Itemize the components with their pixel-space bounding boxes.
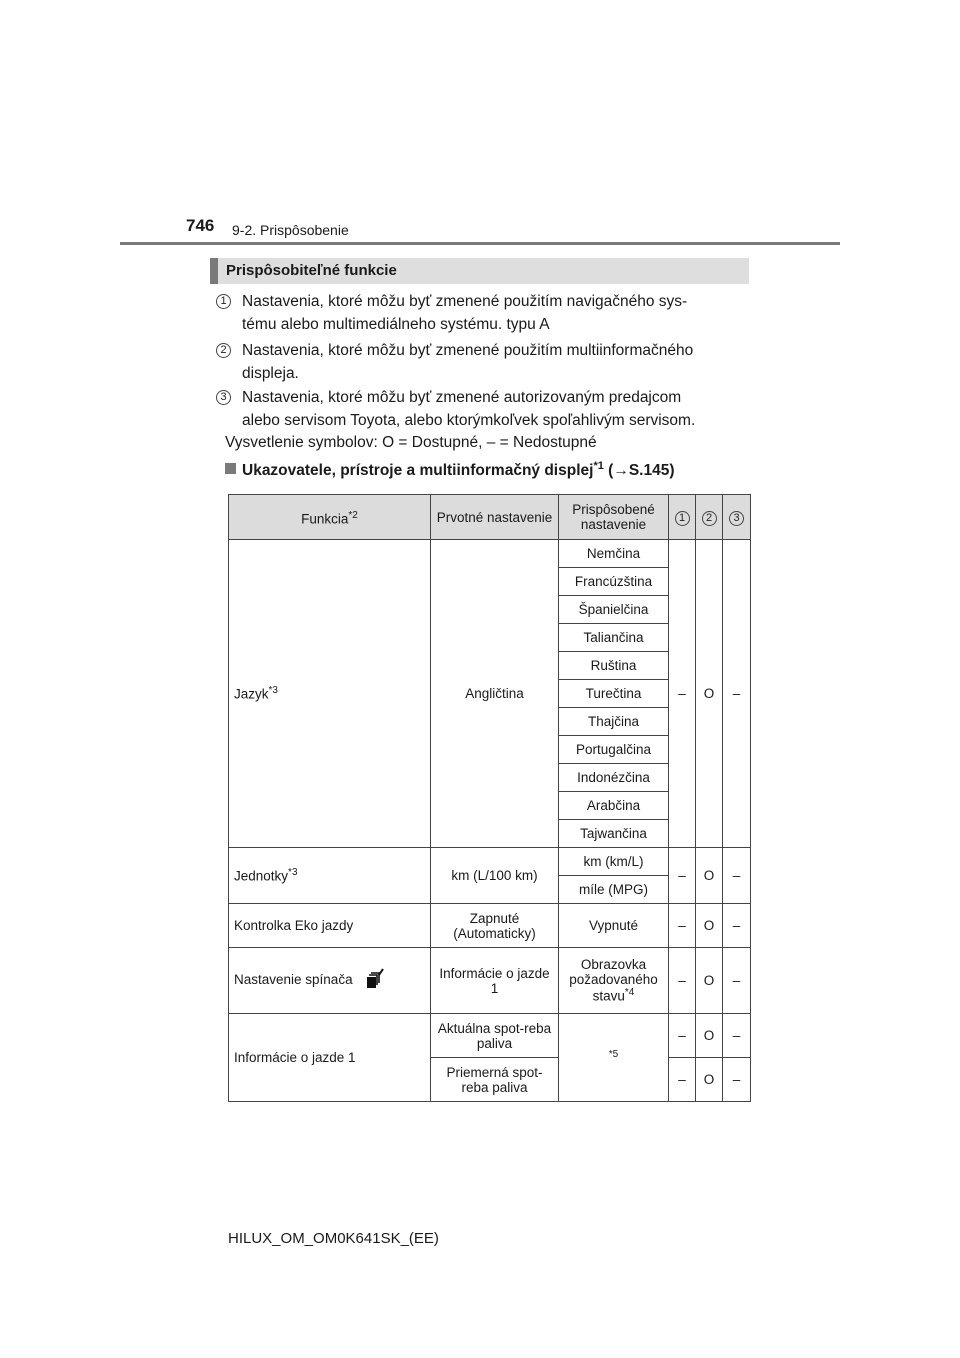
header-col-3: 3	[723, 495, 751, 540]
cell-default-trip: Aktuálna spot-reba paliva	[431, 1014, 559, 1058]
header-function: Funkcia$^{*2}$	[229, 495, 431, 540]
cell-option: Španielčina	[559, 596, 669, 624]
footnote-mark: *2	[348, 509, 358, 521]
circled-number-3: 3	[216, 390, 231, 405]
settings-table	[228, 494, 751, 1102]
page-number: 746	[186, 216, 215, 235]
cell-col-3: –	[723, 1058, 751, 1102]
cell-function-eco: Kontrolka Eko jazdy	[229, 904, 431, 948]
cell-col-1: –	[669, 904, 696, 948]
cell-option: Nemčina	[559, 540, 669, 568]
cell-col-2: O	[696, 904, 723, 948]
cell-col-2: O	[696, 848, 723, 904]
sub-heading: Prispôsobiteľné funkcie	[210, 258, 749, 284]
footnote-mark: *1	[593, 460, 604, 472]
item-line: Nastavenia, ktoré môžu byť zmenené použitím navigačného sys-	[242, 293, 688, 310]
cell-col-2: O	[696, 1058, 723, 1102]
cell-option: Taliančina	[559, 624, 669, 652]
item-line: Nastavenia, ktoré môžu byť zmenené použitím multiinformačného	[242, 342, 694, 359]
item-line: tému alebo multimediálneho systému. typu A	[242, 316, 550, 333]
footnote-mark: *4	[624, 987, 635, 999]
section-title: 9-2. Prispôsobenie	[232, 222, 349, 238]
page-reference-link[interactable]: (→S.145)	[608, 462, 675, 480]
cell-col-1: –	[669, 1058, 696, 1102]
cell-col-2: O	[696, 948, 723, 1014]
cell-option: Thajčina	[559, 708, 669, 736]
list-item	[216, 339, 746, 385]
cell-col-1: –	[669, 1014, 696, 1058]
cell-option: Indonézčina	[559, 764, 669, 792]
cell-option: Turečtina	[559, 680, 669, 708]
cell-default-eco: Zapnuté (Automaticky)	[431, 904, 559, 948]
list-item	[216, 386, 746, 432]
cell-col-3: –	[723, 540, 751, 848]
cell-option: km (km/L)	[559, 848, 669, 876]
cell-col-3: –	[723, 904, 751, 948]
cell-col-1: –	[669, 848, 696, 904]
footnote-mark: *5	[608, 1049, 619, 1061]
cell-option: míle (MPG)	[559, 876, 669, 904]
cell-col-1: –	[669, 540, 696, 848]
cell-function-switch: Nastavenie spínača	[229, 948, 431, 1014]
circled-number-1: 1	[216, 294, 231, 309]
item-line: displeja.	[242, 365, 299, 382]
table-row	[229, 1014, 751, 1058]
cell-col-3: –	[723, 848, 751, 904]
cell-option: Ruština	[559, 652, 669, 680]
cell-custom-switch: Obrazovka požadovaného stavu$^{*4}$	[559, 948, 669, 1014]
table-row	[229, 904, 751, 948]
header-col-2: 2	[696, 495, 723, 540]
table-row	[229, 948, 751, 1014]
cell-col-3: –	[723, 1014, 751, 1058]
table-row	[229, 540, 751, 568]
item-line: Nastavenia, ktoré môžu byť zmenené autorizovaným predajcom	[242, 389, 682, 406]
header-default: Prvotné nastavenie	[431, 495, 559, 540]
cell-default-trip: Priemerná spot-reba paliva	[431, 1058, 559, 1102]
cell-function-units: Jednotky$^{*3}$	[229, 848, 431, 904]
cell-col-1: –	[669, 948, 696, 1014]
gauges-heading	[225, 460, 675, 480]
cell-option: Francúzština	[559, 568, 669, 596]
cell-function-language: Jazyk$^{*3}$	[229, 540, 431, 848]
cell-default-switch: Informácie o jazde 1	[431, 948, 559, 1014]
header-custom: Prispôsobené nastavenie	[559, 495, 669, 540]
document-footer: HILUX_OM_OM0K641SK_(EE)	[228, 1230, 439, 1247]
cell-default-language: Angličtina	[431, 540, 559, 848]
cell-col-3: –	[723, 948, 751, 1014]
cell-custom-eco: Vypnuté	[559, 904, 669, 948]
symbol-legend: Vysvetlenie symbolov: O = Dostupné, – = Nedostupné	[225, 434, 597, 451]
footnote-mark: *3	[268, 685, 278, 697]
cell-default-units: km (L/100 km)	[431, 848, 559, 904]
cell-option: Arabčina	[559, 792, 669, 820]
item-line: alebo servisom Toyota, alebo ktorýmkoľvek spoľahlivým servisom.	[242, 412, 696, 429]
header-col-1: 1	[669, 495, 696, 540]
cell-col-2: O	[696, 1014, 723, 1058]
cell-option: Portugalčina	[559, 736, 669, 764]
cell-col-2: O	[696, 540, 723, 848]
square-bullet-icon	[225, 463, 236, 474]
circled-number-2: 2	[216, 343, 231, 358]
cell-function-trip: Informácie o jazde 1	[229, 1014, 431, 1102]
list-item	[216, 290, 746, 336]
cell-custom-trip	[559, 1014, 669, 1102]
cell-option: Tajwančina	[559, 820, 669, 848]
table-row	[229, 848, 751, 876]
footnote-mark: *3	[288, 867, 298, 879]
gauges-heading-text: Ukazovatele, prístroje a multiinformačný displej	[242, 462, 594, 480]
display-switch-icon	[364, 968, 384, 993]
header-divider	[120, 242, 840, 245]
